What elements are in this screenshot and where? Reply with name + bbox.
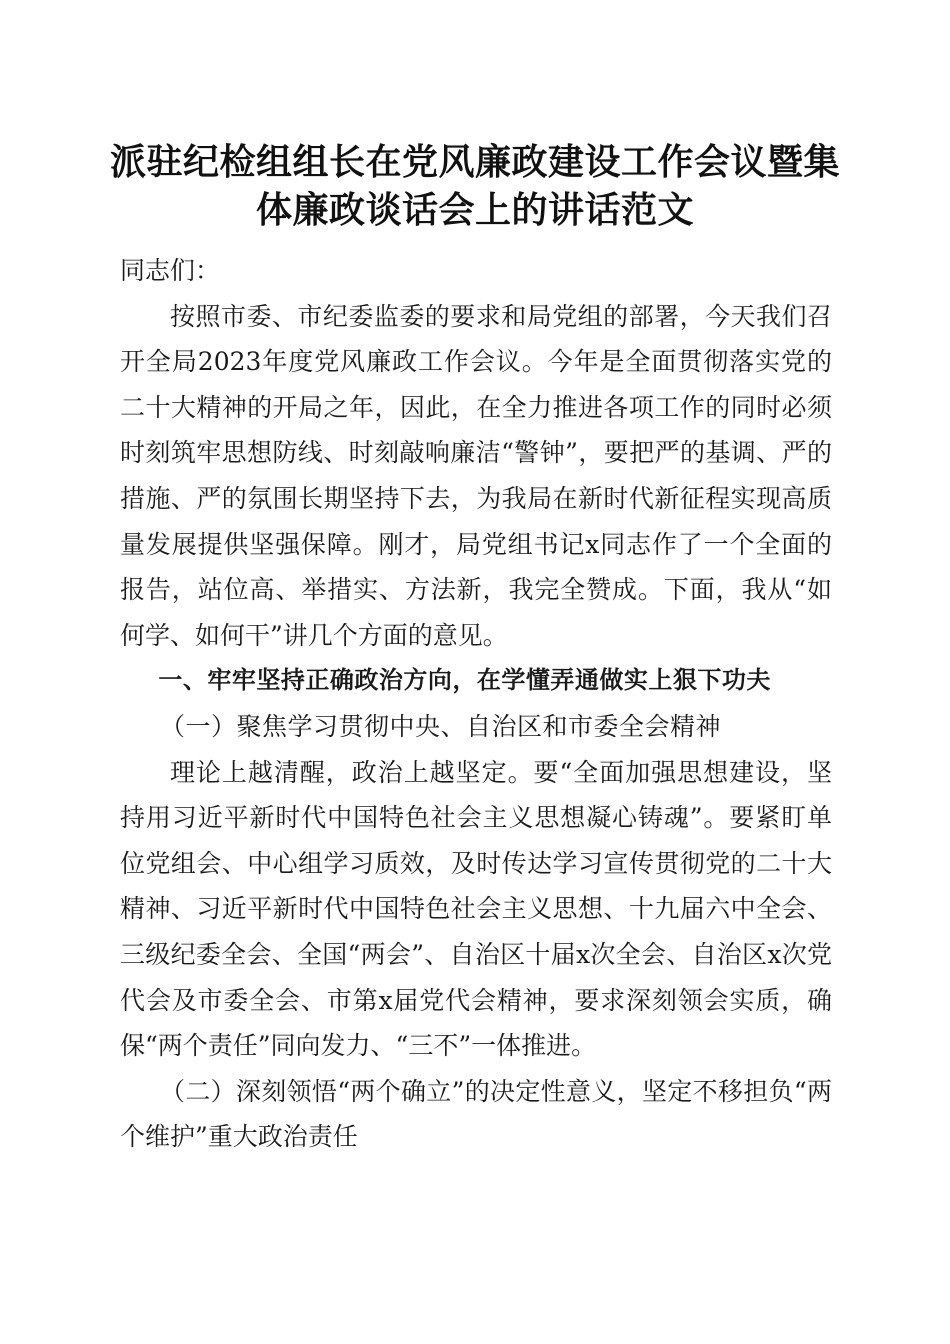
salutation: 同志们： xyxy=(120,256,221,285)
document-body xyxy=(120,248,832,1160)
title-line-1: 派驻纪检组组长在党风廉政建设工作会议暨集 xyxy=(110,141,841,183)
subsection-1-paragraph: 理论上越清醒，政治上越坚定。要“全面加强思想建设，坚持用习近平新时代中国特色社会主义思想凝心铸魂”。要紧盯单位党组会、中心组学习质效，及时传达学习宣传贯彻党的二十大精神、习近平新时代中国特色社会主义思想、十九届六中全会、三级纪委全会、全国“两会”、自治区十届x次全会、自治区x次党代会及市委全会、市第x届党代会精神，要求深刻领会实质，确保“两个责任”同向发力、“三不”一体推进。 xyxy=(120,757,832,1061)
document-title xyxy=(110,138,840,234)
subsection-1-heading: （一）聚焦学习贯彻中央、自治区和市委全会精神 xyxy=(160,711,722,741)
intro-paragraph: 按照市委、市纪委监委的要求和局党组的部署，今天我们召开全局2023年度党风廉政工作会议。今年是全面贯彻落实党的二十大精神的开局之年，因此，在全力推进各项工作的同时必须时刻筑牢思想防线、时刻敲响廉洁“警钟”，要把严的基调、严的措施、严的氛围长期坚持下去，为我局在新时代新征程实现高质量发展提供坚强保障。刚才，局党组书记x同志作了一个全面的报告，站位高、举措实、方法新，我完全赞成。下面，我从“如何学、如何干”讲几个方面的意见。 xyxy=(120,301,832,650)
section-1-heading: 一、牢牢坚持正确政治方向，在学懂弄通做实上狠下功夫 xyxy=(158,666,771,695)
title-line-2: 体廉政谈话会上的讲话范文 xyxy=(255,189,694,231)
subsection-2-heading: （二）深刻领悟“两个确立”的决定性意义，坚定不移担负“两个维护”重大政治责任 xyxy=(120,1076,832,1152)
